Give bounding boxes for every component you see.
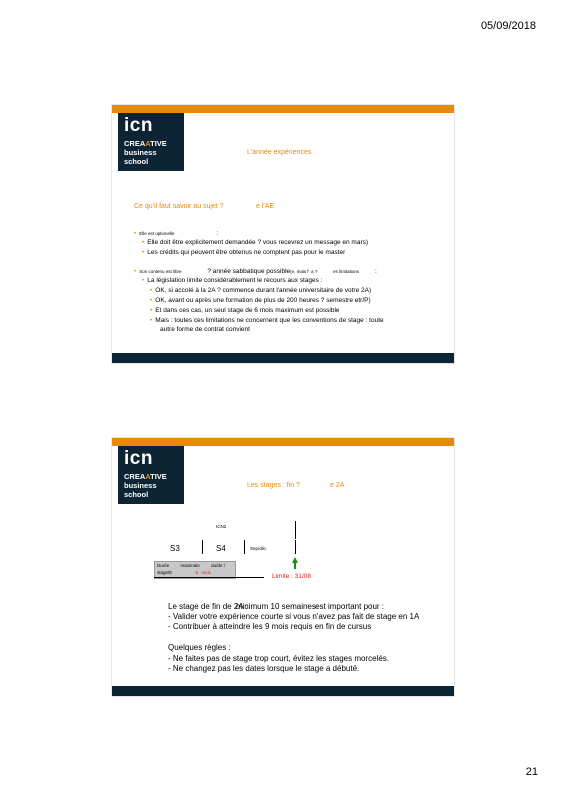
timeline-label-s3: S3 <box>170 544 180 553</box>
slide-2-title-b: e 2A <box>330 482 345 489</box>
icn-logo <box>118 446 184 504</box>
timeline-divider-s3 <box>202 540 203 554</box>
slide-1-title: L'année expériences <box>247 149 312 156</box>
timeline-label-sep: Sep/déc <box>250 546 267 551</box>
logo-tagline: CREAATIVE business school <box>124 139 167 166</box>
group-2-item-2: • OK, avant ou après une formation de plus de 200 heures ? semestre etr/P) <box>150 297 371 304</box>
timeline-divider-top <box>295 521 296 539</box>
slide-bottom-bar <box>112 686 454 696</box>
group-2-item-1: • OK, si accolé à la 2A ? commence durant l'année universitaire de votre 2A) <box>150 287 372 294</box>
group-1-item-1: • Elle doit être explicitement demandée ? vous recevrez un message en mars) <box>142 239 369 246</box>
slide-2 <box>112 438 454 696</box>
slide-1-subtitle-a: Ce qu'il faut savoir au sujet ? <box>134 203 224 210</box>
slide-top-bar <box>112 105 454 113</box>
timeline-label-s4: S4 <box>216 544 226 553</box>
logo-icn-text: icn <box>124 115 153 136</box>
page-number: 21 <box>525 766 538 778</box>
group-1-item-2: • Les crédits qui peuvent être obtenus ne comptent pas pour le master <box>142 249 346 256</box>
group-1-heading: • Elle est optionelle : <box>134 230 219 237</box>
slide-2-title-a: Les stages : fin ? <box>247 482 300 489</box>
slide-top-bar <box>112 438 454 446</box>
group-2-subheading: • La législation limite considérablement le recours aux stages : <box>142 277 323 284</box>
duration-box: Durée maximale du/de l stage/E 6 mois <box>154 561 236 579</box>
logo-icn-text: icn <box>124 448 153 469</box>
group-2-item-4: • Mais : toutes ces limitations ne concernent que les conventions de stage : toute <box>150 317 384 324</box>
paragraph-2-item-2: - Ne changez pas les dates lorsque le stage a débuté. <box>168 664 360 673</box>
duration-line <box>154 577 264 578</box>
group-2-item-5: autre forme de contrat convient <box>160 326 250 333</box>
icn-logo <box>118 113 184 171</box>
timeline-label-icn2: ICN2 <box>216 524 227 529</box>
slide-1-subtitle-b: e l'AE <box>256 203 275 210</box>
paragraph-1-heading: Le stage de fin de 2A : minimum 10 semaines est important pour : <box>168 602 385 611</box>
deadline-label: Limite : 31/08 <box>272 573 312 580</box>
slide-1 <box>112 105 454 363</box>
paragraph-1-item-2: - Contribuer à atteindre les 9 mois requis en fin de cursus <box>168 622 372 631</box>
slide-bottom-bar <box>112 353 454 363</box>
group-2-heading: • Son contenu est libre ? année sabbatique possible(e, mais l' a ? es limitations : <box>134 268 377 275</box>
paragraph-1-item-1: - Valider votre expérience courte si vous n'avez pas fait de stage en 1A <box>168 612 420 621</box>
timeline-divider-s4 <box>244 540 245 554</box>
timeline-divider-sep <box>295 540 296 554</box>
deadline-arrow-stem <box>294 563 296 569</box>
logo-tagline: CREAATIVE business school <box>124 472 167 499</box>
paragraph-2-item-1: - Ne faites pas de stage trop court, évitez les stages morcelés. <box>168 654 389 663</box>
group-2-item-3: • Et dans ces cas, un seul stage de 6 mois maximum est possible <box>150 307 340 314</box>
page-date: 05/09/2018 <box>480 20 536 32</box>
paragraph-2-heading: Quelques règles : <box>168 643 231 652</box>
